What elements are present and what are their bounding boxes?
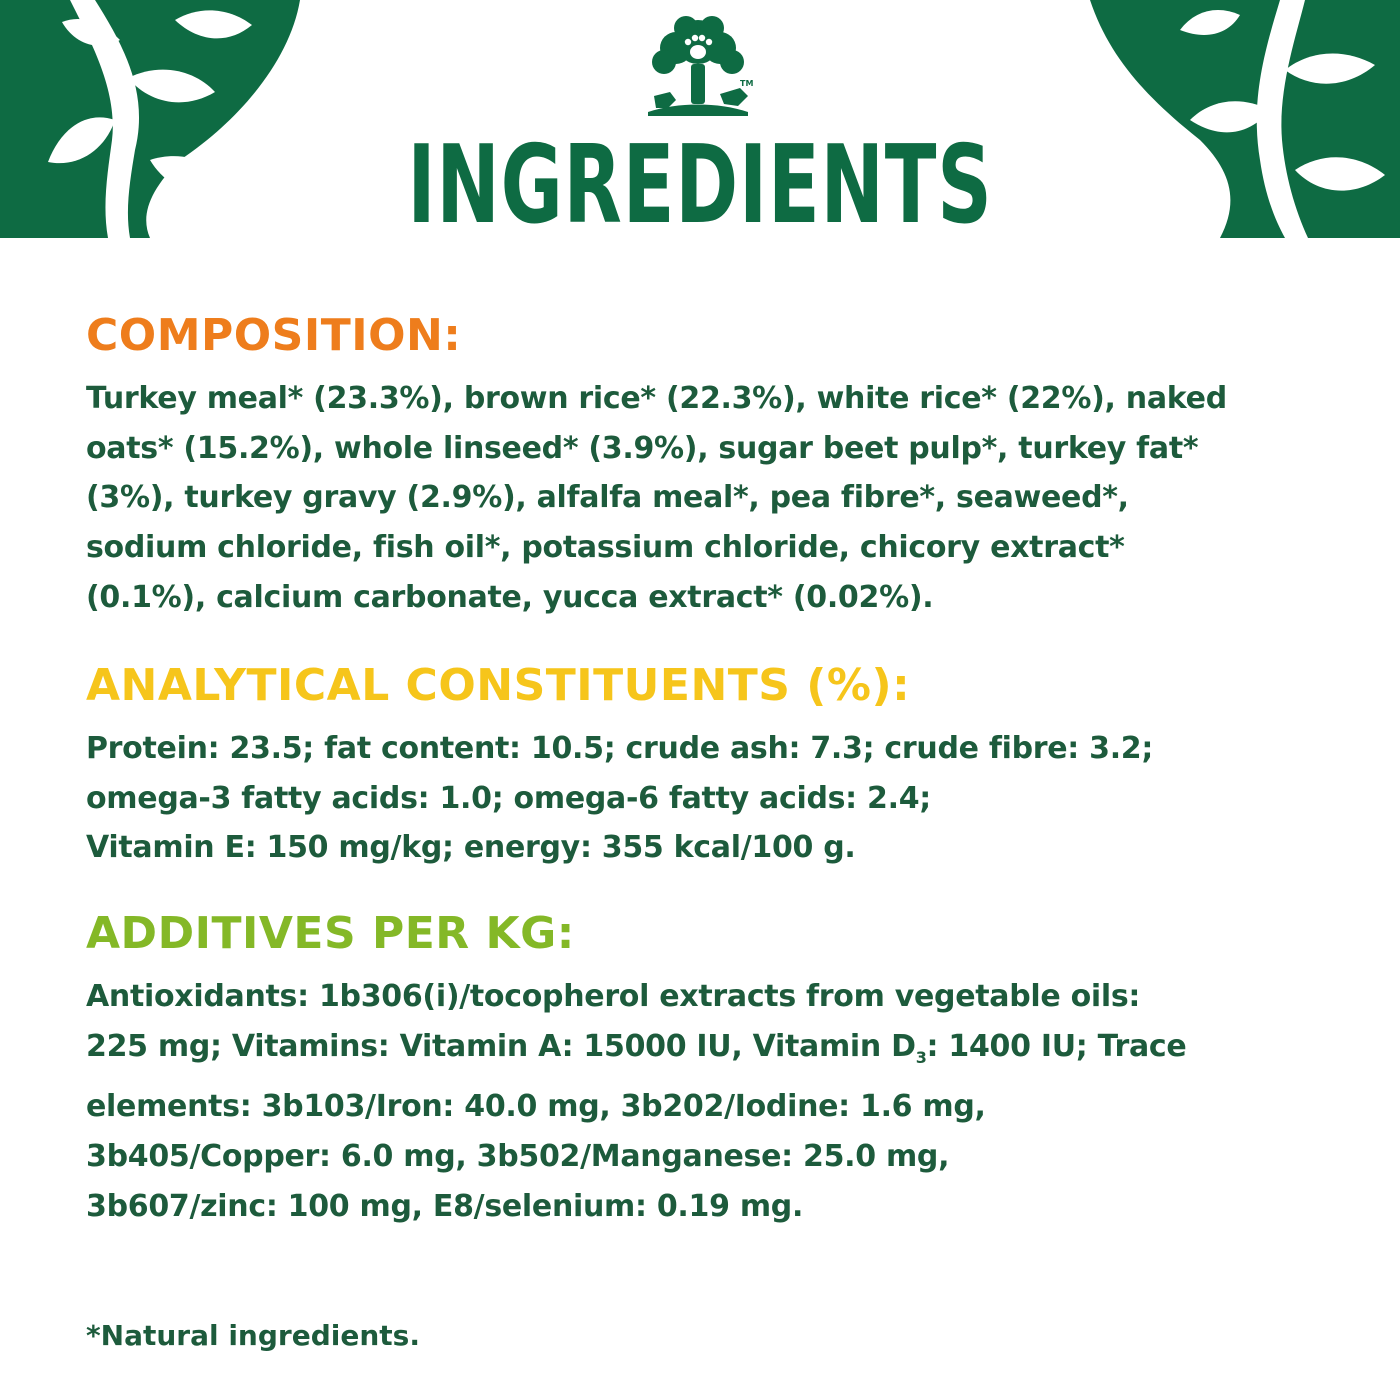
additives-line: : 1400 IU; Trace: [926, 1028, 1187, 1064]
composition-line: oats* (15.2%), whole linseed* (3.9%), sugar beet pulp*, turkey fat*: [86, 430, 1199, 466]
additives-text: [86, 972, 1186, 1232]
composition-line: sodium chloride, fish oil*, potassium chloride, chicory extract*: [86, 530, 1125, 566]
analytical-text: [86, 724, 1153, 873]
analytical-line: Protein: 23.5; fat content: 10.5; crude ash: 7.3; crude fibre: 3.2;: [86, 731, 1154, 766]
footnote: *Natural ingredients.: [86, 1319, 420, 1352]
additives-line: Antioxidants: 1b306(i)/tocopherol extracts from vegetable oils:: [86, 979, 1141, 1014]
composition-line: (3%), turkey gravy (2.9%), alfalfa meal*, pea fibre*, seaweed*,: [86, 480, 1129, 516]
analytical-line: omega-3 fatty acids: 1.0; omega-6 fatty acids: 2.4;: [86, 780, 931, 816]
trademark-mark: TM: [740, 79, 754, 88]
composition-section: [86, 306, 1227, 623]
analytical-line: Vitamin E: 150 mg/kg; energy: 355 kcal/100 g.: [86, 830, 856, 866]
additives-line: 3b405/Copper: 6.0 mg, 3b502/Manganese: 25.0 mg,: [86, 1139, 950, 1175]
analytical-heading: ANALYTICAL CONSTITUENTS (%):: [86, 660, 911, 711]
additives-line: 225 mg; Vitamins: Vitamin A: 15000 IU, Vitamin D: [86, 1028, 916, 1064]
additives-section: [86, 904, 1186, 1232]
composition-line: (0.1%), calcium carbonate, yucca extract* (0.02%).: [86, 579, 934, 615]
composition-heading: COMPOSITION:: [86, 310, 462, 361]
additives-line: 3b607/zinc: 100 mg, E8/selenium: 0.19 mg.: [86, 1188, 804, 1224]
page-title: INGREDIENTS: [407, 123, 993, 238]
additives-heading: ADDITIVES PER KG:: [86, 908, 575, 959]
composition-text: [86, 374, 1227, 623]
header-banner: [0, 0, 1400, 238]
brand-logo: [628, 8, 768, 126]
additives-line: elements: 3b103/Iron: 40.0 mg, 3b202/Iodine: 1.6 mg,: [86, 1089, 986, 1125]
analytical-section: [86, 656, 1153, 873]
composition-line: Turkey meal* (23.3%), brown rice* (22.3%), white rice* (22%), naked: [86, 381, 1227, 416]
vitamin-d3-subscript: 3: [915, 1047, 927, 1067]
